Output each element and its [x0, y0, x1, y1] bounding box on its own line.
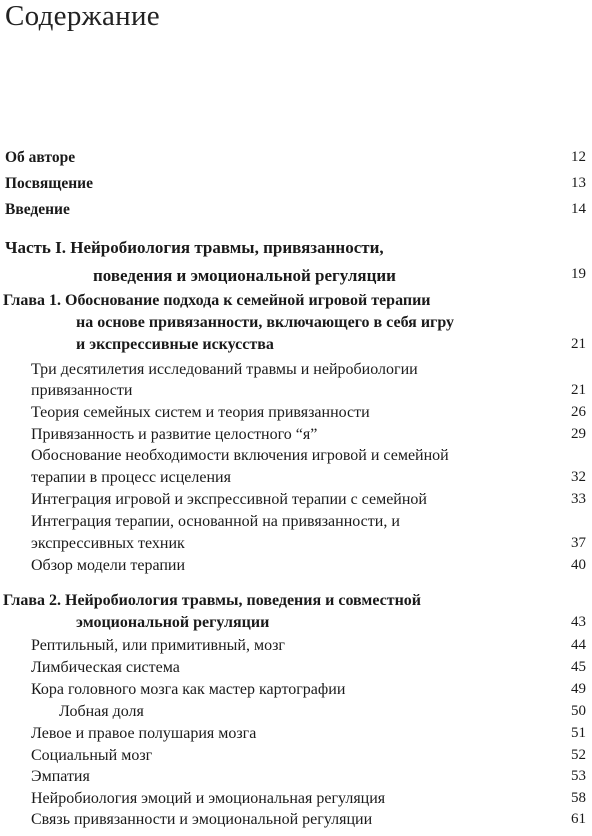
toc-page-number: 43 [571, 614, 586, 630]
toc-section-label: Связь привязанности и эмоциональной регуляции [31, 811, 373, 828]
toc-page-number: 40 [571, 557, 586, 573]
toc-page-number: 26 [571, 404, 586, 420]
toc-section[interactable] [0, 747, 592, 769]
toc-part-1-line-1[interactable] [0, 238, 592, 260]
toc-section-label: Три десятилетия исследований травмы и нейробиологии [31, 361, 418, 378]
toc-section-label: Обоснование необходимости включения игровой и семейной [31, 447, 449, 464]
toc-section-label: Лобная доля [59, 703, 144, 720]
toc-section-label: Рептильный, или примитивный, мозг [31, 637, 285, 654]
toc-page-number: 51 [571, 725, 586, 741]
toc-section[interactable] [0, 404, 592, 426]
toc-section-label: Теория семейных систем и теория привязанности [31, 404, 370, 421]
toc-section-label: Лимбическая система [31, 659, 180, 676]
toc-part-1-line-2[interactable] [0, 266, 592, 288]
toc-section-label: Интеграция игровой и экспрессивной терапии с семейной [31, 491, 427, 508]
toc-page-number: 61 [571, 811, 586, 827]
toc-section[interactable] [0, 491, 592, 513]
toc-section-label: Эмпатия [31, 768, 90, 785]
toc-page-number: 21 [571, 336, 586, 352]
toc-section[interactable] [0, 426, 592, 448]
toc-page-number: 50 [571, 703, 586, 719]
toc-section[interactable] [0, 659, 592, 681]
toc-page-number: 12 [571, 149, 586, 165]
toc-page-number: 29 [571, 426, 586, 442]
toc-section[interactable] [0, 811, 592, 833]
toc-chapter-title: эмоциональной регуляции [76, 614, 270, 631]
toc-section[interactable] [0, 447, 592, 469]
toc-page-number: 37 [571, 535, 586, 551]
toc-entry-introduction[interactable] [0, 201, 592, 223]
toc-section-label: Привязанность и развитие целостного “я” [31, 426, 318, 443]
toc-page-number: 53 [571, 768, 586, 784]
toc-page-number: 21 [571, 382, 586, 398]
toc-chapter-title: и экспрессивные искусства [76, 336, 274, 353]
toc-section-label: Нейробиология эмоций и эмоциональная регуляция [31, 790, 386, 807]
toc-chapter-title: Глава 1. Обоснование подхода к семейной игровой терапии [3, 292, 431, 309]
toc-page-number: 44 [571, 637, 586, 653]
toc-entry-about-author[interactable] [0, 149, 592, 171]
toc-page-number: 45 [571, 659, 586, 675]
toc-chapter-title: на основе привязанности, включающего в себя игру [76, 314, 454, 331]
toc-section-label: Интеграция терапии, основанной на привязанности, и [31, 513, 400, 530]
toc-part-title: Часть I. Нейробиология травмы, привязанности, [5, 238, 384, 257]
toc-chapter-1-line-1[interactable] [0, 292, 592, 314]
toc-section[interactable] [0, 637, 592, 659]
toc-section[interactable] [0, 768, 592, 790]
toc-section-label: привязанности [31, 382, 133, 399]
toc-section-label: терапии в процесс исцеления [31, 469, 231, 486]
toc-section[interactable] [0, 361, 592, 383]
toc-section-label: Социальный мозг [31, 747, 153, 764]
toc-page-number: 58 [571, 790, 586, 806]
page-title: Содержание [5, 0, 160, 32]
toc-subsection[interactable] [0, 703, 592, 725]
toc-page-number: 13 [571, 175, 586, 191]
toc-section[interactable] [0, 725, 592, 747]
toc-section[interactable] [0, 681, 592, 703]
toc-section-label: экспрессивных техник [31, 535, 185, 552]
toc-entry-label: Введение [5, 201, 70, 218]
toc-chapter-title: Глава 2. Нейробиология травмы, поведения и совместной [3, 592, 422, 609]
toc-page-number: 32 [571, 469, 586, 485]
toc-page-number: 52 [571, 747, 586, 763]
toc-chapter-2-line-2[interactable] [0, 614, 592, 636]
toc-section[interactable] [0, 382, 592, 404]
toc-entry-label: Об авторе [5, 149, 76, 166]
toc-page-number: 49 [571, 681, 586, 697]
toc-entry-label: Посвящение [5, 175, 93, 192]
toc-section[interactable] [0, 469, 592, 491]
toc-part-title: поведения и эмоциональной регуляции [93, 266, 396, 285]
toc-section[interactable] [0, 535, 592, 557]
toc-entry-dedication[interactable] [0, 175, 592, 197]
toc-page-number: 19 [571, 266, 586, 282]
toc-page-number: 33 [571, 491, 586, 507]
toc-section-label: Левое и правое полушария мозга [31, 725, 257, 742]
toc-section[interactable] [0, 513, 592, 535]
toc-chapter-1-line-2[interactable] [0, 314, 592, 336]
toc-section[interactable] [0, 557, 592, 579]
toc-page-number: 14 [571, 201, 586, 217]
toc-section-label: Обзор модели терапии [31, 557, 186, 574]
toc-section[interactable] [0, 790, 592, 812]
toc-section-label: Кора головного мозга как мастер картографии [31, 681, 346, 698]
toc-chapter-1-line-3[interactable] [0, 336, 592, 358]
toc-chapter-2-line-1[interactable] [0, 592, 592, 614]
